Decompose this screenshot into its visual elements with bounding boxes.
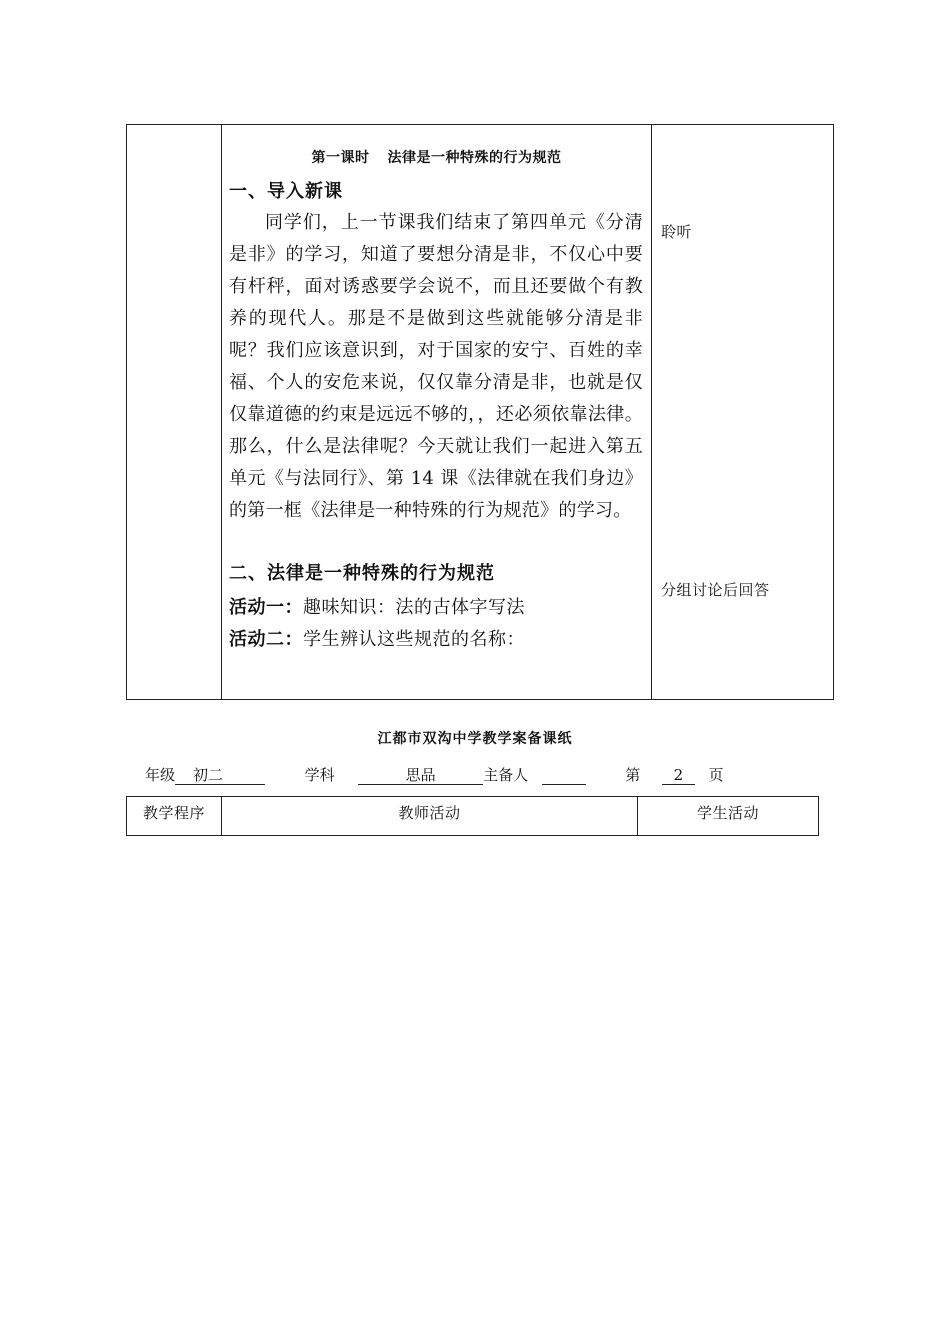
page-number: 2: [662, 767, 695, 785]
section-title-intro: 一、导入新课: [229, 181, 343, 202]
student-activity-column: [652, 125, 833, 699]
activity-two: [229, 625, 525, 651]
section-title-law: 二、法律是一种特殊的行为规范: [229, 563, 495, 584]
column-header-procedure: 教学程序: [127, 797, 222, 835]
activity-text: 学生辨认这些规范的名称：: [303, 629, 525, 650]
procedure-column: [127, 125, 222, 699]
activity-label: 活动二：: [229, 629, 303, 650]
lesson-period: 第一课时: [311, 150, 370, 166]
lesson-heading: [222, 147, 651, 167]
sheet-info-line: [145, 764, 723, 785]
activity-text: 趣味知识：法的古体字写法: [303, 597, 525, 618]
grade-value: 初二: [175, 767, 265, 785]
page-label-suffix: 页: [708, 766, 724, 784]
preparer-value: [542, 767, 586, 785]
sheet-title: 江都市双沟中学教学案备课纸: [377, 731, 573, 747]
column-header-teacher: 教师活动: [222, 797, 638, 835]
sheet-header-table: [126, 796, 819, 836]
grade-label: 年级: [145, 766, 176, 784]
column-header-student: 学生活动: [696, 804, 759, 822]
teacher-activity-column: [222, 125, 652, 699]
student-note-listen: 聆听: [661, 223, 693, 241]
lesson-topic: 法律是一种特殊的行为规范: [387, 150, 562, 166]
activity-one: [229, 593, 525, 619]
lesson-table: [126, 124, 834, 700]
preparer-label: 主备人: [483, 766, 529, 784]
activity-label: 活动一：: [229, 597, 303, 618]
page-label-prefix: 第: [625, 766, 641, 784]
subject-value: 思品: [358, 767, 483, 785]
student-note-discuss: 分组讨论后回答: [661, 581, 770, 599]
intro-paragraph: 同学们，上一节课我们结束了第四单元《分清是非》的学习，知道了要想分清是非，不仅心中要有杆秤，面对诱惑要学会说不，而且还要做个有教养的现代人。那是不是做到这些就能够分清是非呢？我们应该意识到，对于国家的安宁、百姓的幸福、个人的安危来说，仅仅靠分清是非，也就是仅仅靠道德的约束是远远不够的，，还必须依靠法律。那么，什么是法律呢？今天就让我们一起进入第五单元《与法同行》、第 14 课《法律就在我们身边》的第一框《法律是一种特殊的行为规范》的学习。: [229, 212, 643, 521]
subject-label: 学科: [304, 766, 335, 784]
